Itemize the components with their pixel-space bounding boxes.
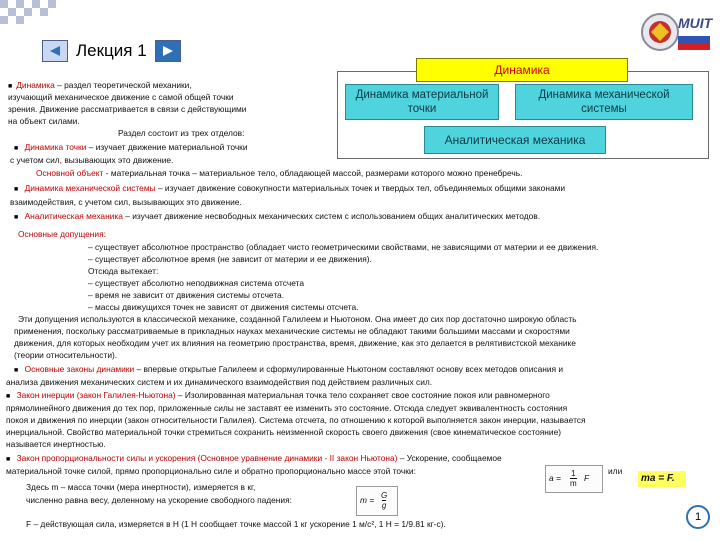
inertia-line-1: ■ Закон инерции (закон Галилея-Ньютона) – Изолированная материальная точка тело сохраняет свое состояние покоя или равномерного xyxy=(6,390,550,400)
laws-line-1: ■ Основные законы динамики – впервые открытые Галилеем и сформулированные Ньютоном составляют основу всех методов описания и xyxy=(14,364,564,374)
point-dynamics-box: Динамика материальной точки xyxy=(345,84,499,120)
consequence-title: Отсюда вытекает: xyxy=(88,266,159,276)
analytic-line: ■ Аналитическая механика – изучает движение несвободных механических систем с использованием общих аналитических методов. xyxy=(14,211,541,221)
usage-line-4: (теории относительности). xyxy=(14,350,118,360)
formula-newton: ma = F. xyxy=(638,471,686,487)
intro-line-2: изучающий механическое движение с самой общей точки xyxy=(8,92,234,102)
usage-line-1: Эти допущения используются в классической механике, созданной Галилеем и Ньютоном. Она имеет до сих пор достаточно широкую область xyxy=(18,314,577,324)
or-word: или xyxy=(608,466,623,476)
inertia-line-5: называется инертностью. xyxy=(6,439,106,449)
usage-line-2: применения, поскольку рассматриваемые в прикладных науках механические системы не обладают такими большими массами и скоростями xyxy=(14,326,570,336)
proportionality-line-1: ■ Закон пропорциональности силы и ускорения (Основное уравнение динамики - II закон Ньютона) – Ускорение, сообщаемое xyxy=(6,453,502,463)
assumptions-title: Основные допущения: xyxy=(18,229,106,239)
university-logo xyxy=(638,6,714,54)
formula-mass: m = $\frac{G}{g}$ xyxy=(356,486,398,516)
mass-line-1: Здесь m – масса точки (мера инертности), измеряется в кг, xyxy=(26,482,256,492)
system-dynamics-line: ■ Динамика механической системы – изучает движение совокупности материальных точек и твердых тел, объединяемых общими законами xyxy=(14,183,566,193)
arrow-right-icon xyxy=(161,45,175,57)
consequence-3: – массы движущихся точек не зависят от движения системы отсчета. xyxy=(88,302,359,312)
object-line: Основной объект - материальная точка – материальное тело, обладающей массой, размерами которого можно пренебречь. xyxy=(36,168,523,178)
usage-line-3: движения, для которых необходим учет их влияния на геометрию пространства, время, движение, как это делается в релятивистской механике xyxy=(14,338,576,348)
assumption-1: – существует абсолютное пространство (обладает чисто геометрическими свойствами, не зависящими от материи и ее движения. xyxy=(88,242,599,252)
inertia-line-4: инерциальной. Свойство материальной точки стремиться сохранить неизменной скорость своего движения (свое кинематическое состояние) xyxy=(6,427,562,437)
next-slide-button[interactable] xyxy=(155,40,181,62)
svg-text:MUIT: MUIT xyxy=(678,15,713,31)
mass-line-2: численно равна весу, деленному на ускорение свободного падения: xyxy=(26,495,292,505)
assumption-2: – существует абсолютное время (не зависит от материи и ее движения). xyxy=(88,254,372,264)
intro-line-1: ■ Динамика – раздел теоретической механики, xyxy=(8,80,192,90)
page-number: 1 xyxy=(686,505,710,529)
intro-line-4: на объект силами. xyxy=(8,116,80,126)
analytic-mechanics-box: Аналитическая механика xyxy=(424,126,606,154)
inertia-line-3: покоя и движения по инерции (закон относительности Галилея). Система отсчета, по отношению к которой выполняется закон инерции, называется xyxy=(6,415,586,425)
corner-decoration xyxy=(0,0,60,24)
lecture-header xyxy=(42,38,181,64)
consequence-2: – время не зависит от движения системы отсчета. xyxy=(88,290,285,300)
consequence-1: – существует абсолютно неподвижная система отсчета xyxy=(88,278,304,288)
arrow-left-icon xyxy=(48,45,62,57)
lecture-title: Лекция 1 xyxy=(76,41,147,60)
intro-line-3: зрения. Движение рассматривается в связи с действующими xyxy=(8,104,247,114)
point-dynamics-line: ■ Динамика точки – изучает движение материальной точки xyxy=(14,142,248,152)
force-line: F – действующая сила, измеряется в Н (1 Н сообщает точке массой 1 кг ускорение 1 м/с², 1 Н = 1/9.81 кг-с). xyxy=(26,519,446,529)
formula-acceleration: a = $\frac{1}{m}$ F xyxy=(545,465,603,493)
dynamics-box: Динамика xyxy=(416,58,628,82)
laws-line-2: анализа движения механических систем и их динамического взаимодействия под действием различных сил. xyxy=(6,377,433,387)
system-dynamics-line-2: взаимодействия, с учетом сил, вызывающих это движение. xyxy=(10,197,242,207)
inertia-line-2: прямолинейного движения до тех пор, приложенные силы не заставят ее изменить это состояние. Отсюда следует эквивалентность состояния xyxy=(6,403,568,413)
prev-slide-button[interactable] xyxy=(42,40,68,62)
parts-intro: Раздел состоит из трех отделов: xyxy=(118,128,245,138)
system-dynamics-box: Динамика механической системы xyxy=(515,84,693,120)
proportionality-line-2: материальной точке силой, прямо пропорционально силе и обратно пропорционально массе этой точки: xyxy=(6,466,416,476)
point-dynamics-line-2: с учетом сил, вызывающих это движение. xyxy=(10,155,174,165)
